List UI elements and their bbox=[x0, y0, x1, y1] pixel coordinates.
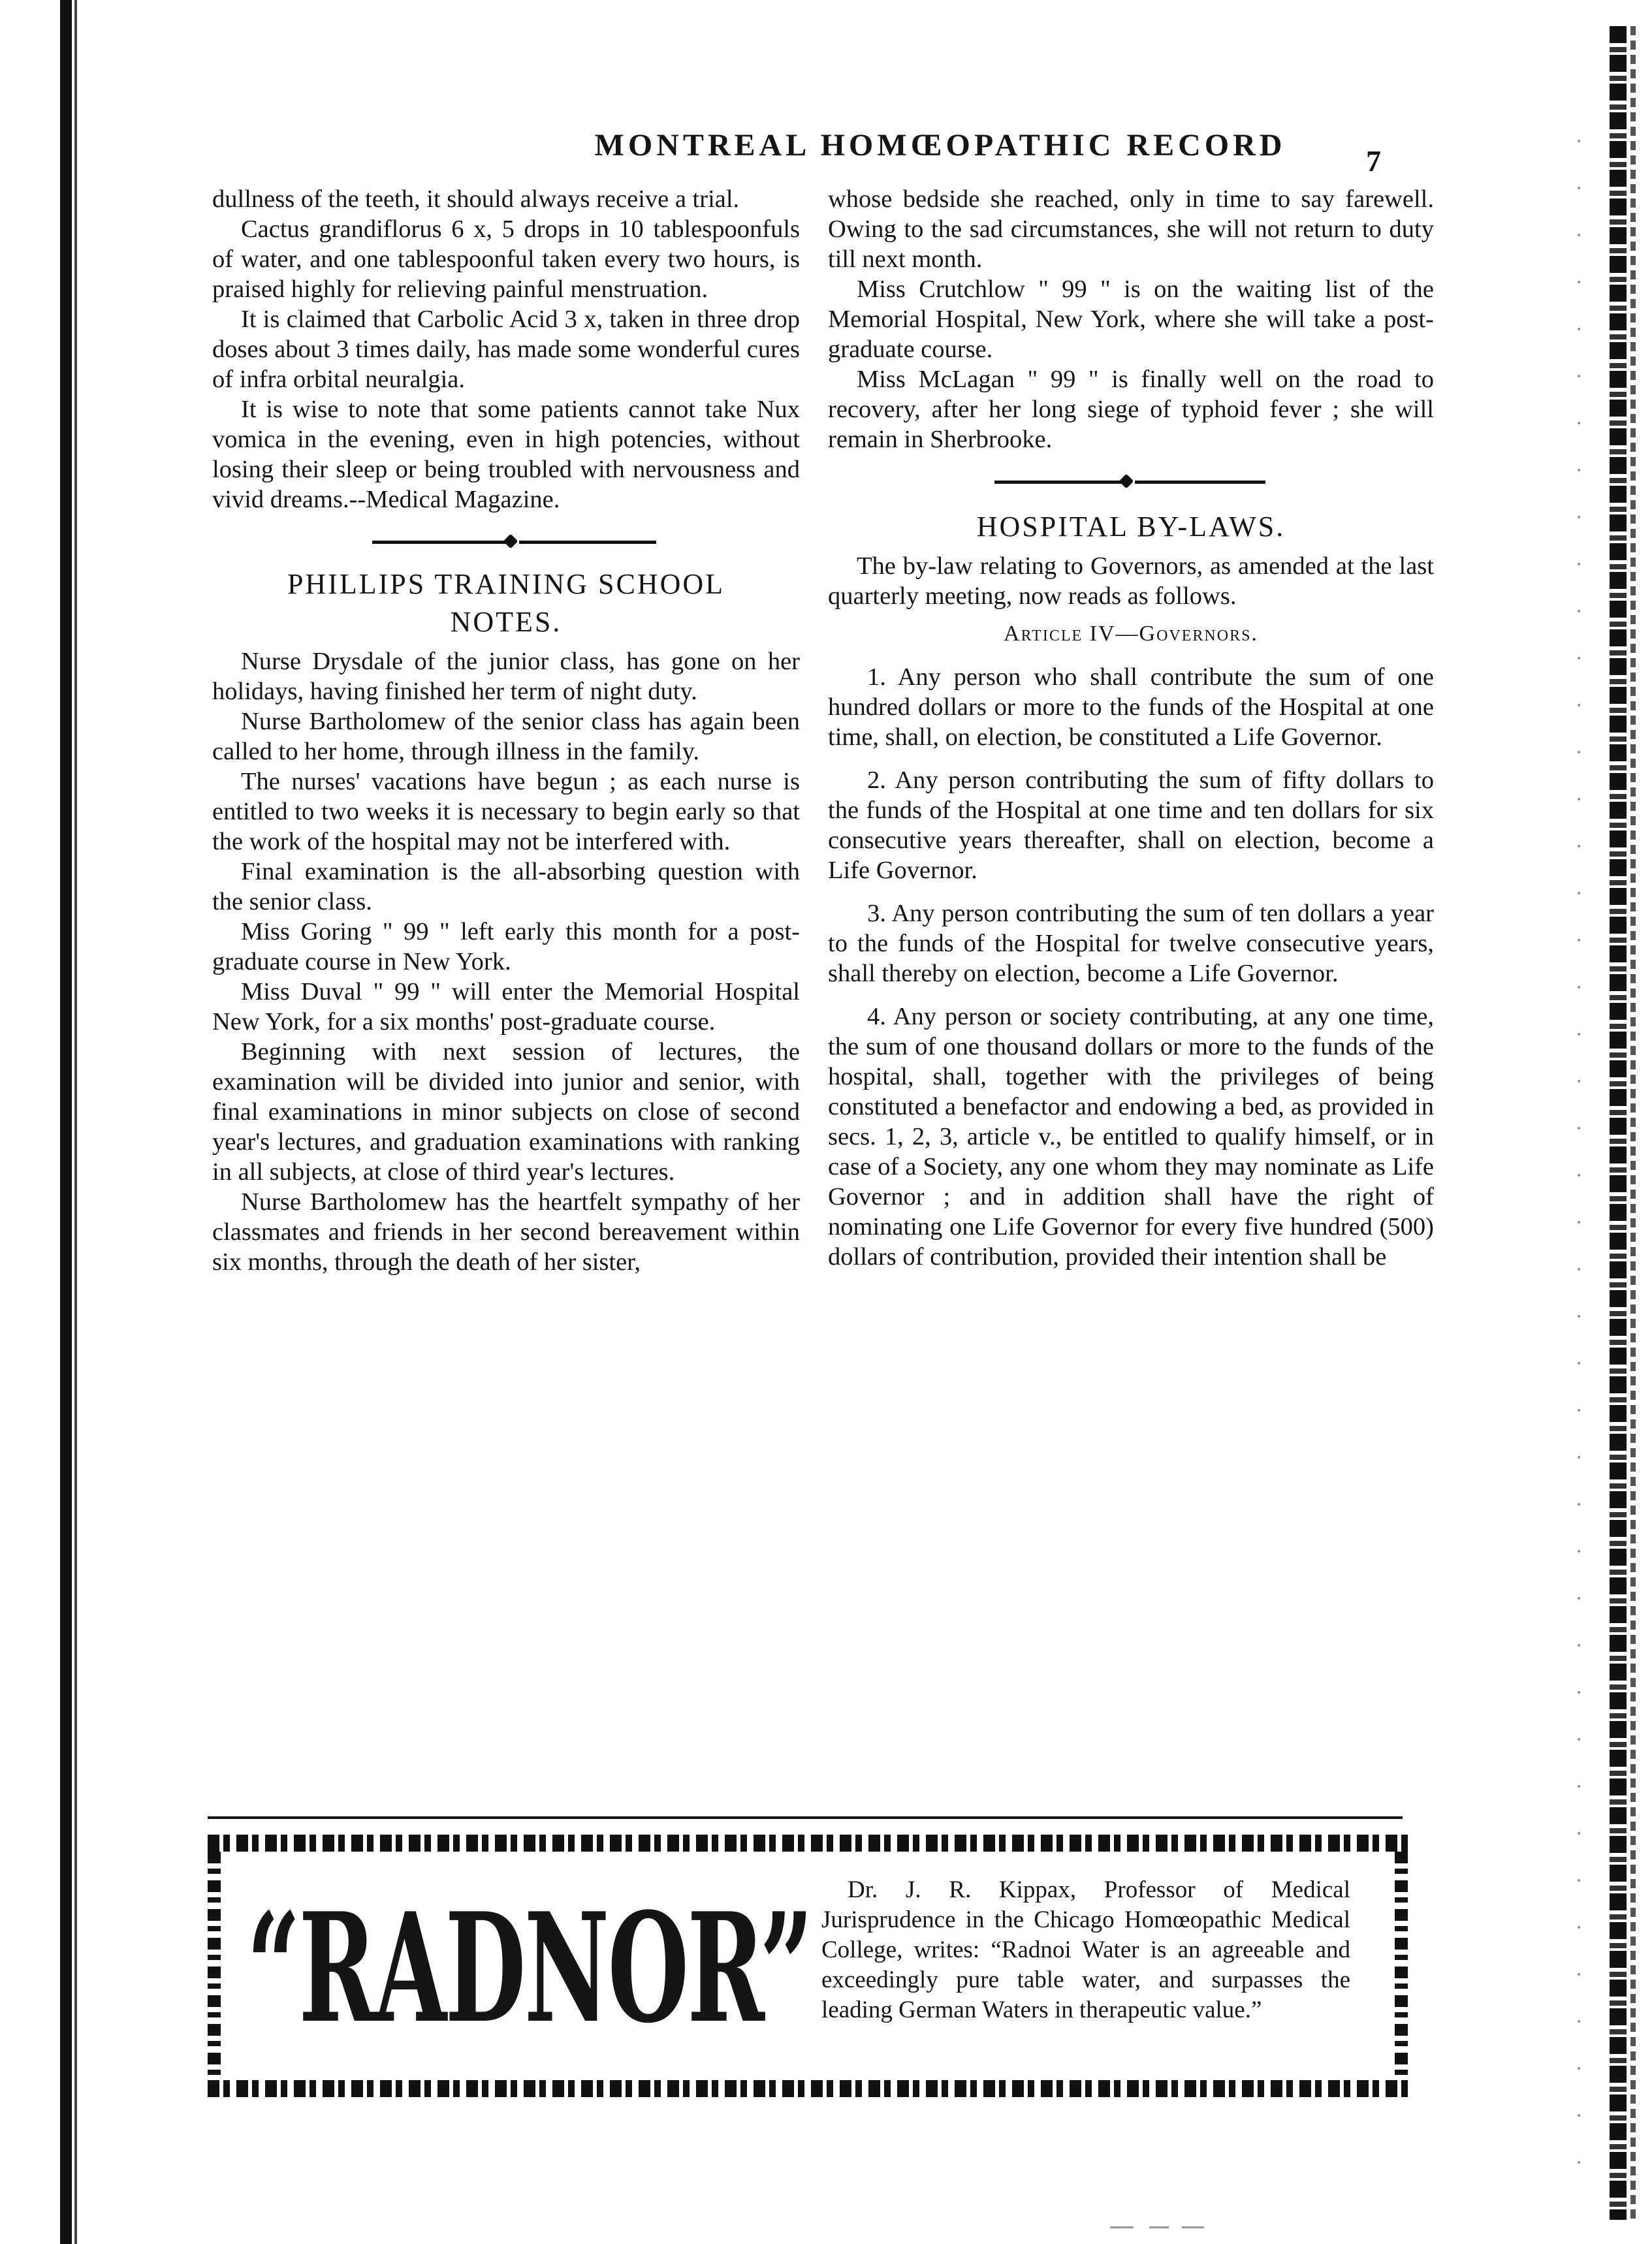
scan-mark bbox=[1182, 2226, 1204, 2228]
paragraph: Miss Crutchlow " 99 " is on the waiting list of the Memorial Hospital, New York, where she will take a post-graduate course. bbox=[828, 276, 1434, 363]
article-clause: 4. Any person or society contributing, at any one time, the sum of one thousand dollars or more to the funds of the hospital, shall, together with the privileges of being constituted a benefactor and endowing a bed, as provided in secs. 1, 2, 3, article v., be entitled to qualify himself, or in case of a Society, any one whom they may nominate as Life Governor ; and in addition shall have the right of nominating one Life Governor for every five hundred (500) dollars of contribution, provided their intention shall be bbox=[828, 1003, 1434, 1271]
scan-mark bbox=[1110, 2226, 1134, 2228]
running-title: MONTREAL HOMŒOPATHIC RECORD bbox=[594, 128, 1286, 163]
paragraph: Miss McLagan " 99 " is finally well on the road to recovery, after her long siege of typhoid fever ; she will remain in Sherbrooke. bbox=[828, 366, 1434, 453]
article-clause: 2. Any person contributing the sum of fifty dollars to the funds of the Hospital at one time and ten dollars for six consecutive years thereafter, shall on election, become a Life Governor. bbox=[828, 766, 1434, 884]
page-number: 7 bbox=[1366, 144, 1381, 178]
advertisement-rule bbox=[208, 1816, 1403, 1819]
binding-edge-left-inner bbox=[74, 0, 77, 2244]
heading-line: NOTES. bbox=[450, 606, 562, 638]
article-clause: 1. Any person who shall contribute the sum of one hundred dollars or more to the funds of the Hospital at one time, shall, on election, be constituted a Life Governor. bbox=[828, 663, 1434, 751]
section-divider bbox=[212, 529, 800, 555]
paragraph: Nurse Bartholomew of the senior class has again been called to her home, through illness in the family. bbox=[212, 708, 800, 765]
article-heading: Article IV—Governors. bbox=[1004, 622, 1258, 646]
ornamental-border bbox=[1395, 1852, 1408, 2080]
ornamental-border bbox=[208, 1835, 1408, 1852]
paragraph: Miss Goring " 99 " left early this month for a post-graduate course in New York. bbox=[212, 918, 800, 975]
paragraph: It is claimed that Carbolic Acid 3 x, taken in three drop doses about 3 times daily, has made some wonderful cures of infra orbital neuralgia. bbox=[212, 306, 800, 393]
section-heading-bylaws: HOSPITAL BY-LAWS. bbox=[976, 511, 1286, 543]
paragraph: dullness of the teeth, it should always receive a trial. bbox=[212, 185, 740, 213]
scan-noise bbox=[1564, 118, 1596, 2174]
paragraph: Final examination is the all-absorbing question with the senior class. bbox=[212, 858, 800, 915]
advertisement-text: Dr. J. R. Kippax, Professor of Medical Jurisprudence in the Chicago Homœopathic Medical College, writes: “Radnoi Water is an agreeable and exceedingly pure table water, and surpasses the leading German Waters in therapeutic value.” bbox=[821, 1876, 1350, 2023]
scan-mark bbox=[1149, 2226, 1169, 2228]
paragraph: Nurse Bartholomew has the heartfelt sympathy of her classmates and friends in her second bereavement within six months, through the death of her sister, bbox=[212, 1188, 800, 1276]
section-heading-training-school bbox=[212, 565, 800, 641]
paragraph: Miss Duval " 99 " will enter the Memorial Hospital New York, for a six months' post-graduate course. bbox=[212, 978, 800, 1035]
left-column bbox=[212, 184, 800, 1277]
paragraph: The nurses' vacations have begun ; as each nurse is entitled to two weeks it is necessary to begin early so that the work of the hospital may not be interfered with. bbox=[212, 768, 800, 855]
heading-line: PHILLIPS TRAINING SCHOOL bbox=[287, 568, 725, 600]
advertisement-title: “RADNOR” bbox=[247, 1880, 812, 2057]
ornamental-border bbox=[208, 2080, 1408, 2097]
article-clause: 3. Any person contributing the sum of ten dollars a year to the funds of the Hospital for twelve consecutive years, shall thereby on election, become a Life Governor. bbox=[828, 900, 1434, 987]
paragraph: Beginning with next session of lectures, the examination will be divided into junior and senior, with final examinations in minor subjects on close of second year's lectures, and graduation examinations with ranking in all subjects, at close of third year's lectures. bbox=[212, 1038, 800, 1186]
paragraph: Cactus grandiflorus 6 x, 5 drops in 10 tablespoonfuls of water, and one tablespoonful taken every two hours, is praised highly for relieving painful menstruation. bbox=[212, 215, 800, 303]
binding-edge-left bbox=[60, 0, 72, 2244]
paragraph: The by-law relating to Governors, as amended at the last quarterly meeting, now reads as follows. bbox=[828, 552, 1434, 610]
right-column bbox=[828, 184, 1434, 1272]
binding-edge-right bbox=[1610, 26, 1627, 2220]
section-divider bbox=[828, 469, 1434, 495]
paragraph: Nurse Drysdale of the junior class, has gone on her holidays, having finished her term of night duty. bbox=[212, 648, 800, 705]
paragraph: It is wise to note that some patients cannot take Nux vomica in the evening, even in high potencies, without losing their sleep or being troubled with nervousness and vivid dreams.--Medical Magazine. bbox=[212, 396, 800, 513]
binding-edge-right-inner bbox=[1630, 26, 1636, 2220]
ornamental-border bbox=[208, 1852, 221, 2080]
paragraph: whose bedside she reached, only in time to say farewell. Owing to the sad circumstances, she will not return to duty till next month. bbox=[828, 185, 1434, 273]
advertisement-box bbox=[208, 1835, 1408, 2097]
